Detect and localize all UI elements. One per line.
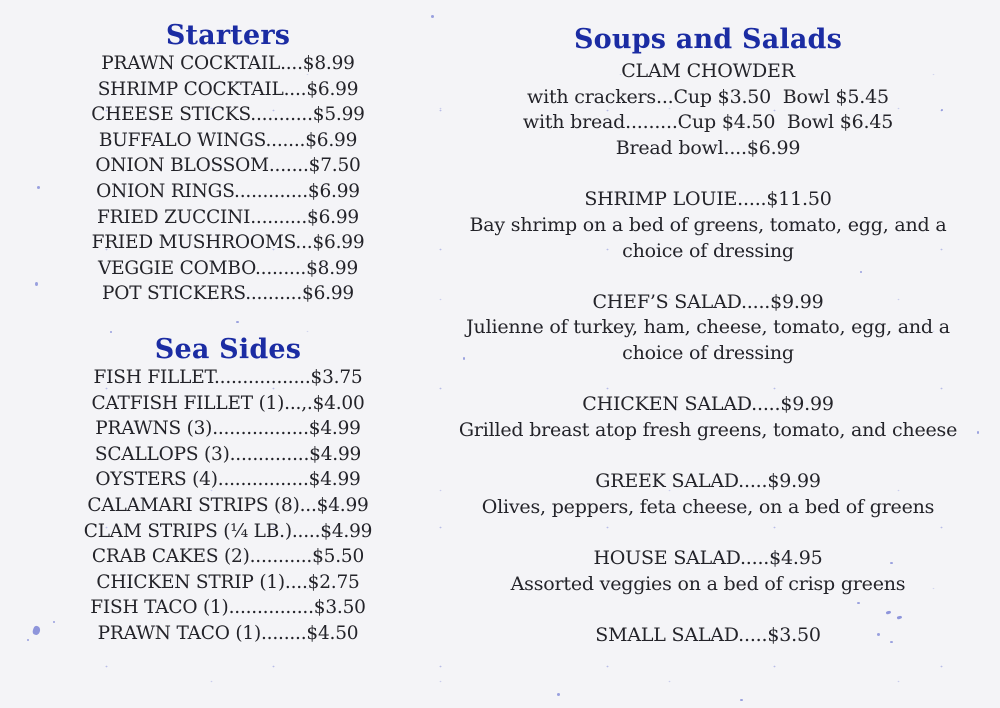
menu-item: CATFISH FILLET (1)...,.$4.00	[91, 392, 365, 414]
menu-item: OYSTERS (4)................$4.99	[95, 469, 361, 491]
menu-item-description: Julienne of turkey, ham, cheese, tomato, egg, and a	[466, 316, 950, 339]
menu-item-description: choice of dressing	[622, 239, 794, 262]
menu-section-starters	[0, 21, 456, 307]
menu-item-description: choice of dressing	[622, 342, 794, 365]
menu-item: CHICKEN STRIP (1)....$2.75	[96, 571, 360, 593]
menu-item: PRAWN TACO (1)........$4.50	[97, 622, 359, 644]
menu-item: CHICKEN SALAD.....$9.99	[582, 393, 834, 416]
menu-item: SMALL SALAD.....$3.50	[595, 623, 821, 646]
menu-group-small-salad	[456, 623, 960, 649]
menu-item: PRAWNS (3).................$4.99	[95, 418, 361, 440]
menu-item: VEGGIE COMBO.........$8.99	[97, 257, 359, 279]
menu-group-greek-salad	[456, 469, 960, 520]
menu-group-chefs-salad	[456, 290, 960, 367]
menu-item: CLAM CHOWDER	[621, 60, 795, 82]
menu-group-shrimp-louie	[456, 187, 960, 264]
menu-item-description: Grilled breast atop fresh greens, tomato, and cheese	[458, 418, 958, 441]
menu-item-description: Assorted veggies on a bed of crisp greens	[510, 572, 906, 595]
section-title-sea-sides: Sea Sides	[154, 333, 302, 365]
menu-item-description: Bay shrimp on a bed of greens, tomato, egg, and a	[469, 213, 947, 236]
menu-item: SHRIMP LOUIE.....$11.50	[584, 188, 832, 211]
menu-item-description: Olives, peppers, feta cheese, on a bed of greens	[481, 495, 935, 518]
menu-item: POT STICKERS..........$6.99	[102, 283, 354, 305]
menu-item: ONION BLOSSOM.......$7.50	[95, 155, 361, 177]
menu-item: FISH FILLET.................$3.75	[93, 366, 363, 388]
menu-item: CHEF’S SALAD.....$9.99	[592, 290, 824, 313]
menu-item: FISH TACO (1)...............$3.50	[90, 597, 366, 619]
menu-item-price-line: Bread bowl....$6.99	[615, 137, 801, 160]
left-column	[0, 0, 456, 708]
menu-item: HOUSE SALAD.....$4.95	[593, 546, 823, 569]
menu-item: FRIED MUSHROOMS...$6.99	[91, 232, 365, 254]
menu-item: FRIED ZUCCINI..........$6.99	[96, 206, 360, 228]
menu-item: SHRIMP COCKTAIL....$6.99	[97, 78, 359, 100]
menu-item: PRAWN COCKTAIL....$8.99	[101, 53, 355, 74]
menu-item-price-line: with crackers...Cup $3.50 Bowl $5.45	[527, 85, 889, 108]
menu-group-chicken-salad	[456, 392, 960, 443]
right-column	[456, 0, 960, 708]
menu-item: CHEESE STICKS...........$5.99	[91, 104, 365, 126]
menu-item-price-line: with bread.........Cup $4.50 Bowl $6.45	[522, 111, 894, 134]
menu-group-house-salad	[456, 546, 960, 597]
menu-item: BUFFALO WINGS.......$6.99	[98, 129, 358, 151]
section-title-starters: Starters	[165, 20, 291, 51]
menu-item: CLAM STRIPS (¼ LB.).....$4.99	[83, 520, 373, 542]
ink-speck	[977, 431, 979, 434]
menu-item: SCALLOPS (3)..............$4.99	[94, 443, 362, 465]
menu-section-sea-sides	[0, 335, 456, 647]
section-title-soups-and-salads: Soups and Salads	[573, 24, 843, 55]
menu-group-clam-chowder	[456, 59, 960, 162]
menu-item: GREEK SALAD.....$9.99	[595, 470, 821, 492]
menu-item: CALAMARI STRIPS (8)...$4.99	[87, 494, 369, 516]
menu-item: ONION RINGS.............$6.99	[96, 180, 360, 202]
menu-item: CRAB CAKES (2)...........$5.50	[91, 546, 365, 568]
